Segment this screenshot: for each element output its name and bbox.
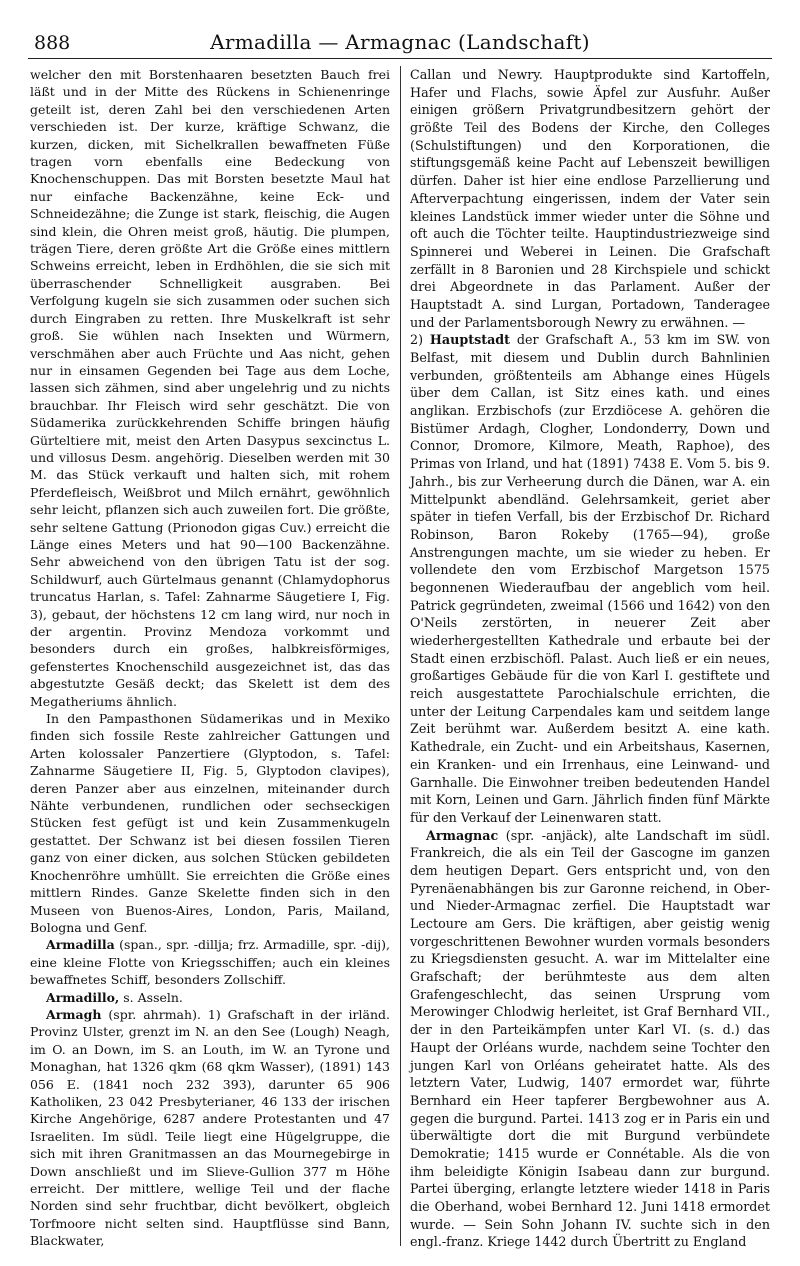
entry-number: 2) (410, 332, 430, 348)
left-column (30, 66, 390, 1250)
entry-headword: Armadillo, (46, 989, 120, 1005)
entry-headword: Armagnac (426, 827, 499, 843)
paragraph: In den Pampasthonen Südamerikas und in Mexiko finden sich fossile Reste zahlreicher Gattungen und Arten kolossaler Panzertiere (Glyptodon, s. Tafel: Zahnarme Säugetiere II, Fig. 5, Glyptodon clavipes), deren Panzer aber aus einzelnen, miteinander durch Nähte verbundenen, rundlichen oder sechseckigen Stücken fest gefügt ist und kein Zusammenkugeln gestattet. Der Schwanz ist bei diesen fossilen Tieren ganz von einer dicken, aus solchen Stücken gebildeten Knochenröhre umhüllt. Sie erreichten die Größe eines mittlern Rindes. Ganze Skelette finden sich in den Museen von Buenos-Aires, London, Paris, Mailand, Bologna und Genf. (30, 711, 390, 935)
column-divider (400, 66, 401, 1246)
page-header (28, 28, 772, 59)
entry-text: der Grafschaft A., 53 km im SW. von Belfast, mit diesem und Dublin durch Bahnlinien verbunden, größtenteils am Abhange eines Hügels über dem Callan, ist Sitz eines kath. und eines anglikan. Erzbischofs (zur Erzdiöcese A. gehören die Bistümer Ardagh, Clogher, Londonderry, Down und Connor, Dromore, Kilmore, Meath, Raphoe), des Primas von Irland, und hat (1891) 7438 E. Vom 5. bis 9. Jahrh., bis zur Verheerung durch die Dänen, war A. ein Mittelpunkt abendländ. Gelehrsamkeit, geriet aber später in tiefen Verfall, bis der Erzbischof Dr. Richard Robinson, Baron Rokeby (1765—94), große Anstrengungen machte, um sie wieder zu heben. Er vollendete den vom Erzbischof Margetson 1575 begonnenen Wiederaufbau der angeblich vom heil. Patrick gegründeten, zweimal (1566 und 1642) von den O'Neils zerstörten, in neuerer Zeit aber wiederhergestellten Kathedrale und erbaute bei der Stadt einen erzbischöfl. Palast. Auch ließ er ein neues, großartiges Gebäude für die von Karl I. gestiftete und reich ausgestattete Parochialschule errichten, die unter der Leitung Carpendales kam und seitdem lange Zeit berühmt war. Außerdem besitzt A. eine kath. Kathedrale, ein Zucht- und ein Arbeitshaus, Kasernen, ein Kranken- und ein Irrenhaus, eine Leinwand- und Garnhalle. Die Einwohner treiben bedeutenden Handel mit Korn, Leinen und Garn. Jährlich finden fünf Märkte für den Verkauf der Leinenwaren statt. (410, 332, 770, 825)
entry-armagh-city (410, 331, 770, 826)
entry-text: (span., spr. -dillja; frz. Armadille, spr. -dij), eine kleine Flotte von Kriegsschiffen; auch ein kleines bewaffnetes Schiff, besonders Zollschiff. (30, 937, 390, 988)
entry-armagnac (410, 827, 770, 1252)
entry-text: (spr. -anjäck), alte Landschaft im südl. Frankreich, die als ein Teil der Gascogne im ganzen dem heutigen Depart. Gers entspricht und, von den Pyrenäenabhängen bis zur Garonne reichend, in Ober- und Nieder-Armagnac zerfiel. Die Hauptstadt war Lectoure am Gers. Die kräftigen, aber geistig wenig vorgeschrittenen Bewohner wurden vormals besonders zu Kriegsdiensten gesucht. A. war im Mittelalter eine Grafschaft; der berühmteste aus dem alten Grafengeschlecht, das seinen Ursprung vom Merowinger Chlodwig herleitet, ist Graf Bernhard VII., der in den Parteikämpfen unter Karl VI. (s. d.) das Haupt der Orléans wurde, nachdem seine Tochter den jungen Karl von Orléans geheiratet hatte. Als des letztern Vater, Ludwig, 1407 ermordet war, führte Bernhard ein Heer tapferer Bergbewohner aus A. gegen die burgund. Partei. 1413 zog er in Paris ein und überwältigte dort die mit Burgund verbündete Demokratie; 1415 wurde er Connétable. Als die von ihm beleidigte Königin Isabeau dann zur burgund. Partei überging, erlangte letztere wieder 1418 in Paris die Oberhand, wobei Bernhard 12. Juni 1418 ermordet wurde. — Sein Sohn Johann IV. suchte sich in den engl.-franz. Kriege 1442 durch Übertritt zu England (410, 827, 770, 1250)
running-title: Armadilla — Armagnac (Landschaft) (210, 30, 590, 54)
paragraph: welcher den mit Borstenhaaren besetzten Bauch frei läßt und in der Mitte des Rückens in Schienenringe geteilt ist, deren Zahl bei den verschiedenen Arten verschieden ist. Der kurze, kräftige Schwanz, die kurzen, dicken, mit Sichelkrallen bewaffneten Füße tragen vorn ebenfalls eine Bedeckung von Knochenschuppen. Das mit Borsten besetzte Maul hat nur einfache Backenzähne, keine Eck- und Schneidezähne; die Zunge ist stark, fleischig, die Augen sind klein, die Ohren meist groß, häutig. Die plumpen, trägen Tiere, deren größte Art die Größe eines mittlern Schweins erreicht, leben in Erdhöhlen, die sie sich mit überraschender Schnelligkeit ausgraben. Bei Verfolgung kugeln sie sich zusammen oder suchen sich durch Eingraben zu retten. Ihre Muskelkraft ist sehr groß. Sie wühlen nach Insekten und Würmern, verschmähen aber auch Früchte und Aas nicht, gehen nur in einsamen Gegenden bei Tage aus dem Loche, lassen sich zähmen, sind aber ungelehrig und zu nichts brauchbar. Ihr Fleisch wird sehr geschätzt. Die von Südamerika zurückkehrenden Schiffe bringen häufig Gürteltiere mit, meist den Arten Dasypus sexcinctus L. und villosus Desm. angehörig. Dieselben werden mit 30 M. das Stück verkauft und halten sich, mit rohem Pferdefleisch, Weißbrot und Milch ernährt, gewöhnlich sehr leicht, pflanzen sich auch zuweilen fort. Die größte, sehr seltene Gattung (Prionodon gigas Cuv.) erreicht die Länge eines Meters und hat 90—100 Backenzähne. Sehr abweichend von den übrigen Tatu ist der sog. Schildwurf, auch Gürtelmaus genannt (Chlamydophorus truncatus Harlan, s. Tafel: Zahnarme Säugetiere I, Fig. 3), gebaut, der höchstens 12 cm lang wird, nur noch in der argentin. Provinz Mendoza vorkommt und besonders durch ein großes, halbkreisförmiges, gefenstertes Knochenschild ausgezeichnet ist, das das abgestutzte Gesäß deckt; das Skelett ist dem des Megatheriums ähnlich. (30, 67, 390, 709)
entry-armadilla (30, 936, 390, 988)
entry-headword: Armadilla (46, 937, 115, 953)
entry-armagh (30, 1006, 390, 1250)
paragraph: Callan und Newry. Hauptprodukte sind Kartoffeln, Hafer und Flachs, sowie Äpfel zur Ausfuhr. Außer einigen größern Privatgrundbesitzern gehört der größte Teil des Bodens der Kirche, den Colleges (Schulstiftungen) und den Korporationen, die stiftungsgemäß keine Pacht auf Lebenszeit bewilligen dürfen. Daher ist hier eine endlose Parzellierung und Afterverpachtung eingerissen, indem der Vater sein kleines Landstück immer wieder unter die Söhne und oft auch die Töchter teilte. Hauptindustriezweige sind Spinnerei und Weberei in Leinen. Die Grafschaft zerfällt in 8 Baronien und 28 Kirchspiele und schickt drei Abgeordnete in das Parlament. Außer der Hauptstadt A. sind Lurgan, Portadown, Tanderagee und der Parlamentsborough Newry zu erwähnen. — (410, 67, 770, 330)
right-column (410, 66, 770, 1251)
entry-subheadword: Hauptstadt (429, 332, 511, 348)
entry-text: (spr. ahrmah). 1) Grafschaft in der irländ. Provinz Ulster, grenzt im N. an den See (Lough) Neagh, im O. an Down, im S. an Louth, im W. an Tyrone und Monaghan, hat 1326 qkm (68 qkm Wasser), (1891) 143 056 E. (1841 noch 232 393), darunter 65 906 Katholiken, 23 042 Presbyterianer, 46 133 der irischen Kirche Angehörige, 6287 andere Protestanten und 47 Israeliten. Im südl. Teile liegt eine Hügelgruppe, die sich mit ihren Granitmassen an das Mournegebirge in Down anschließt und im Slieve-Gullion 377 m Höhe erreicht. Der mittlere, wellige Teil und der flache Norden sind sehr fruchtbar, dicht bevölkert, obgleich Torfmoore nicht selten sind. Hauptflüsse sind Bann, Blackwater, (30, 1006, 390, 1249)
entry-text: s. Asseln. (119, 989, 183, 1005)
entry-headword: Armagh (46, 1006, 102, 1022)
entry-armadillo (30, 989, 390, 1006)
page-number: 888 (34, 32, 71, 54)
